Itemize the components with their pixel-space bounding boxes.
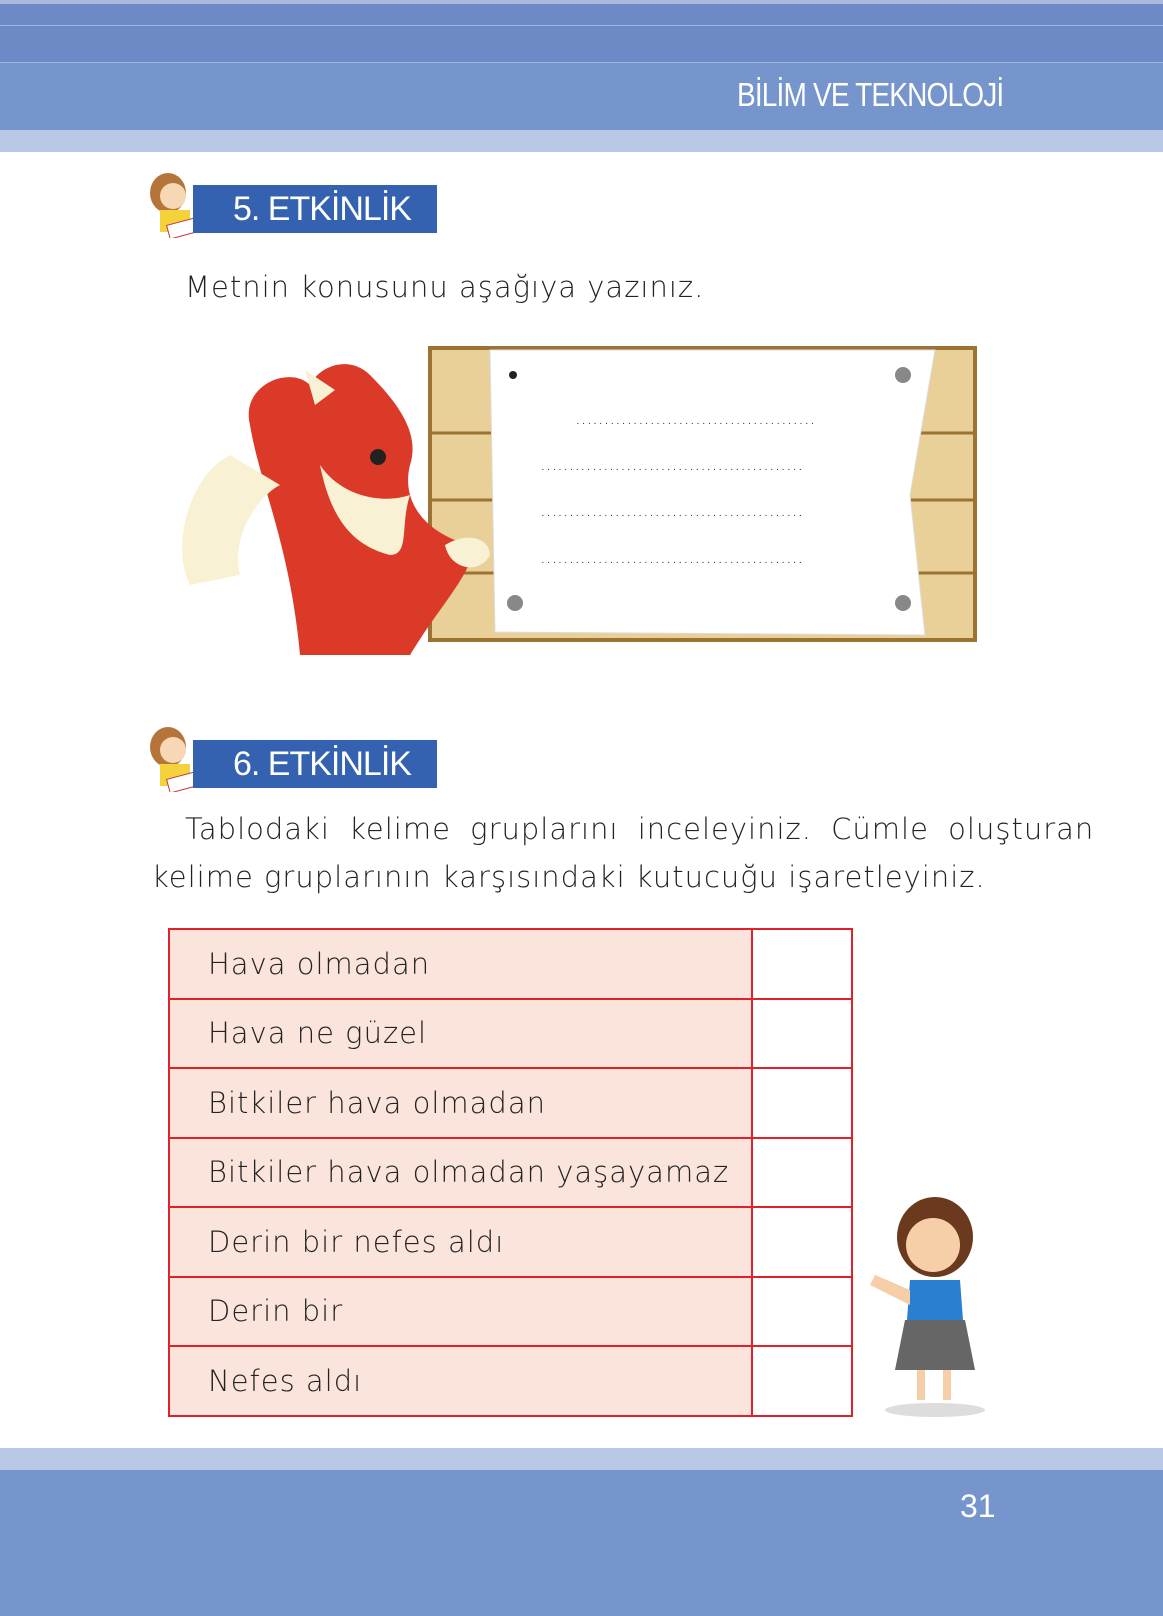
word-group: Bitkiler hava olmadan yaşayamaz	[169, 1138, 752, 1208]
word-group: Nefes aldı	[169, 1346, 752, 1416]
answer-line[interactable]: ..............................................	[540, 500, 804, 521]
footer-strip	[0, 1448, 1163, 1470]
checkbox[interactable]	[752, 1207, 852, 1277]
table-row	[169, 1068, 852, 1138]
page-header	[0, 0, 1163, 130]
word-group: Derin bir	[169, 1277, 752, 1347]
activity-6-label: 6. ETKİNLİK	[193, 740, 437, 788]
word-group-table	[168, 928, 853, 1417]
word-group: Bitkiler hava olmadan	[169, 1068, 752, 1138]
word-group: Hava olmadan	[169, 929, 752, 999]
table-row	[169, 1138, 852, 1208]
table-row	[169, 929, 852, 999]
table-row	[169, 1277, 852, 1347]
header-strip	[0, 130, 1163, 152]
girl-illustration	[865, 1195, 995, 1420]
table-row	[169, 1207, 852, 1277]
table-row	[169, 999, 852, 1069]
word-group: Derin bir nefes aldı	[169, 1207, 752, 1277]
checkbox[interactable]	[752, 1346, 852, 1416]
activity-5-label: 5. ETKİNLİK	[193, 185, 437, 233]
checkbox[interactable]	[752, 1068, 852, 1138]
page-number: 31	[960, 1488, 996, 1524]
header-title: BİLİM VE TEKNOLOJİ	[736, 76, 1003, 113]
checkbox[interactable]	[752, 1277, 852, 1347]
activity-6-instruction-line2: kelime gruplarının karşısındaki kutucuğu işaretleyiniz.	[152, 860, 986, 894]
table-row	[169, 1346, 852, 1416]
checkbox[interactable]	[752, 1138, 852, 1208]
checkbox[interactable]	[752, 999, 852, 1069]
activity-5-instruction: Metnin konusunu aşağıya yazınız.	[185, 270, 705, 304]
answer-line[interactable]: ..............................................	[540, 454, 804, 475]
answer-line[interactable]: ..............................................	[540, 547, 804, 568]
answer-line[interactable]: ..........................................	[575, 408, 816, 429]
activity-6-instruction-line1: Tablodaki kelime gruplarını inceleyiniz. Cümle oluşturan	[185, 812, 1095, 846]
word-group: Hava ne güzel	[169, 999, 752, 1069]
checkbox[interactable]	[752, 929, 852, 999]
